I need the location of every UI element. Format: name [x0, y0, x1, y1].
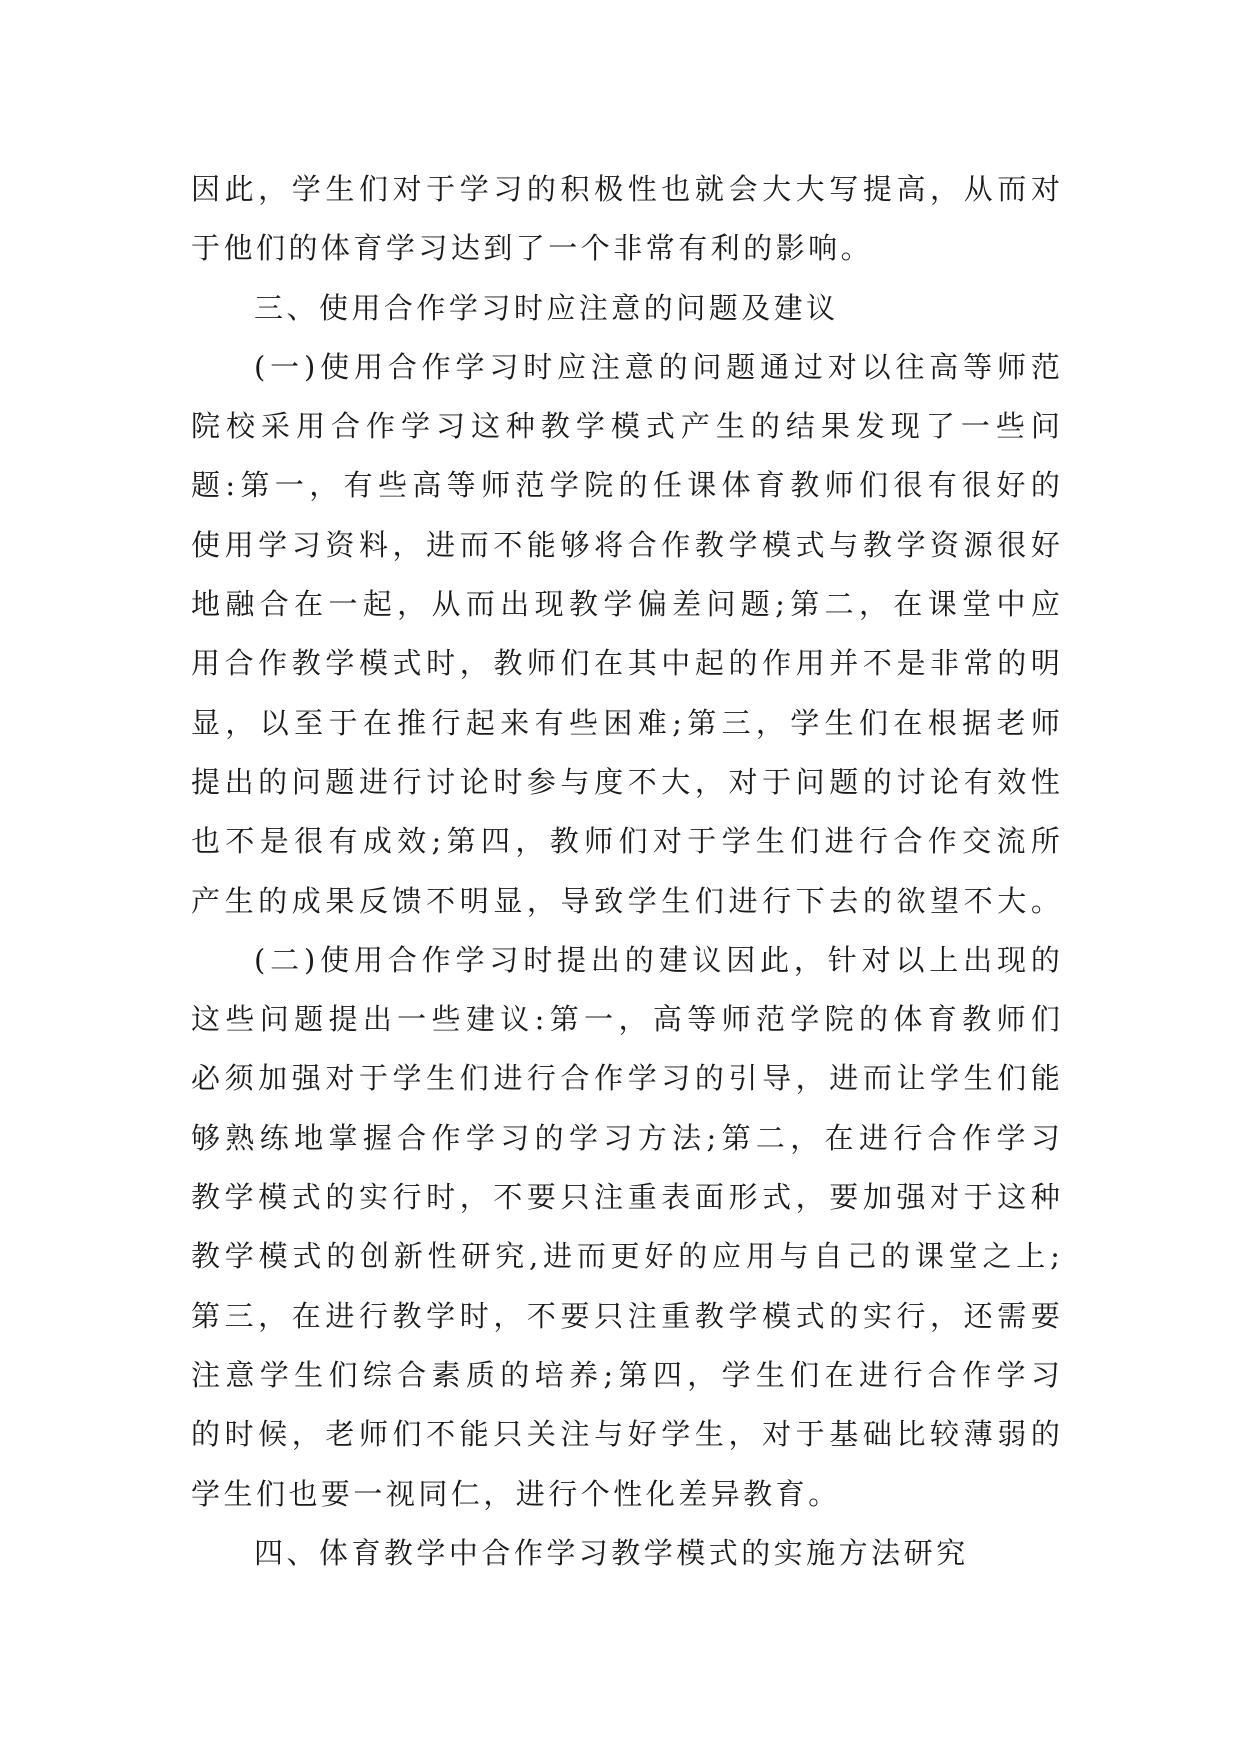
text-line: 使用学习资料，进而不能够将合作教学模式与教学资源很好: [191, 527, 1061, 562]
text-line: 地融合在一起，从而出现教学偏差问题;第二，在课堂中应: [191, 587, 1061, 622]
text-line: 这些问题提出一些建议:第一，高等师范学院的体育教师们: [191, 1002, 1061, 1037]
text-line: 也不是很有成效;第四，教师们对于学生们进行合作交流所: [191, 824, 1061, 859]
text-line: 注意学生们综合素质的培养;第四，学生们在进行合作学习: [191, 1357, 1061, 1392]
text-line: 因此，学生们对于学习的积极性也就会大大写提高，从而对: [191, 172, 1061, 206]
text-line: 够熟练地掌握合作学习的学习方法;第二，在进行合作学习: [191, 1120, 1061, 1155]
text-line: 必须加强对于学生们进行合作学习的引导，进而让学生们能: [191, 1061, 1061, 1096]
text-line: 产生的成果反馈不明显，导致学生们进行下去的欲望不大。: [191, 883, 1061, 918]
text-line: 教学模式的实行时，不要只注重表面形式，要加强对于这种: [191, 1180, 1061, 1215]
text-line: 显，以至于在推行起来有些困难;第三，学生们在根据老师: [191, 705, 1061, 740]
text-line: 提出的问题进行讨论时参与度不大，对于问题的讨论有效性: [191, 764, 1061, 799]
text-line: 学生们也要一视同仁，进行个性化差异教育。: [191, 1476, 841, 1511]
text-line: 教学模式的创新性研究,进而更好的应用与自己的课堂之上;: [191, 1239, 1061, 1274]
text-line: 用合作教学模式时，教师们在其中起的作用并不是非常的明: [191, 646, 1061, 681]
text-line: 的时候，老师们不能只关注与好学生，对于基础比较薄弱的: [191, 1417, 1061, 1452]
subsection-heading-line: (二)使用合作学习时提出的建议因此，针对以上出现的: [254, 942, 1061, 977]
text-line: 院校采用合作学习这种教学模式产生的结果发现了一些问: [191, 409, 1061, 444]
section-heading: 四、体育教学中合作学习教学模式的实施方法研究: [254, 1535, 969, 1570]
text-line: 题:第一，有些高等师范学院的任课体育教师们很有很好的: [191, 468, 1061, 503]
text-line: 第三，在进行教学时，不要只注重教学模式的实行，还需要: [191, 1298, 1061, 1333]
text-line: 于他们的体育学习达到了一个非常有利的影响。: [191, 231, 874, 266]
subsection-heading-line: (一)使用合作学习时应注意的问题通过对以往高等师范: [254, 349, 1061, 384]
section-heading: 三、使用合作学习时应注意的问题及建议: [254, 290, 839, 325]
document-body: [191, 160, 1061, 1583]
